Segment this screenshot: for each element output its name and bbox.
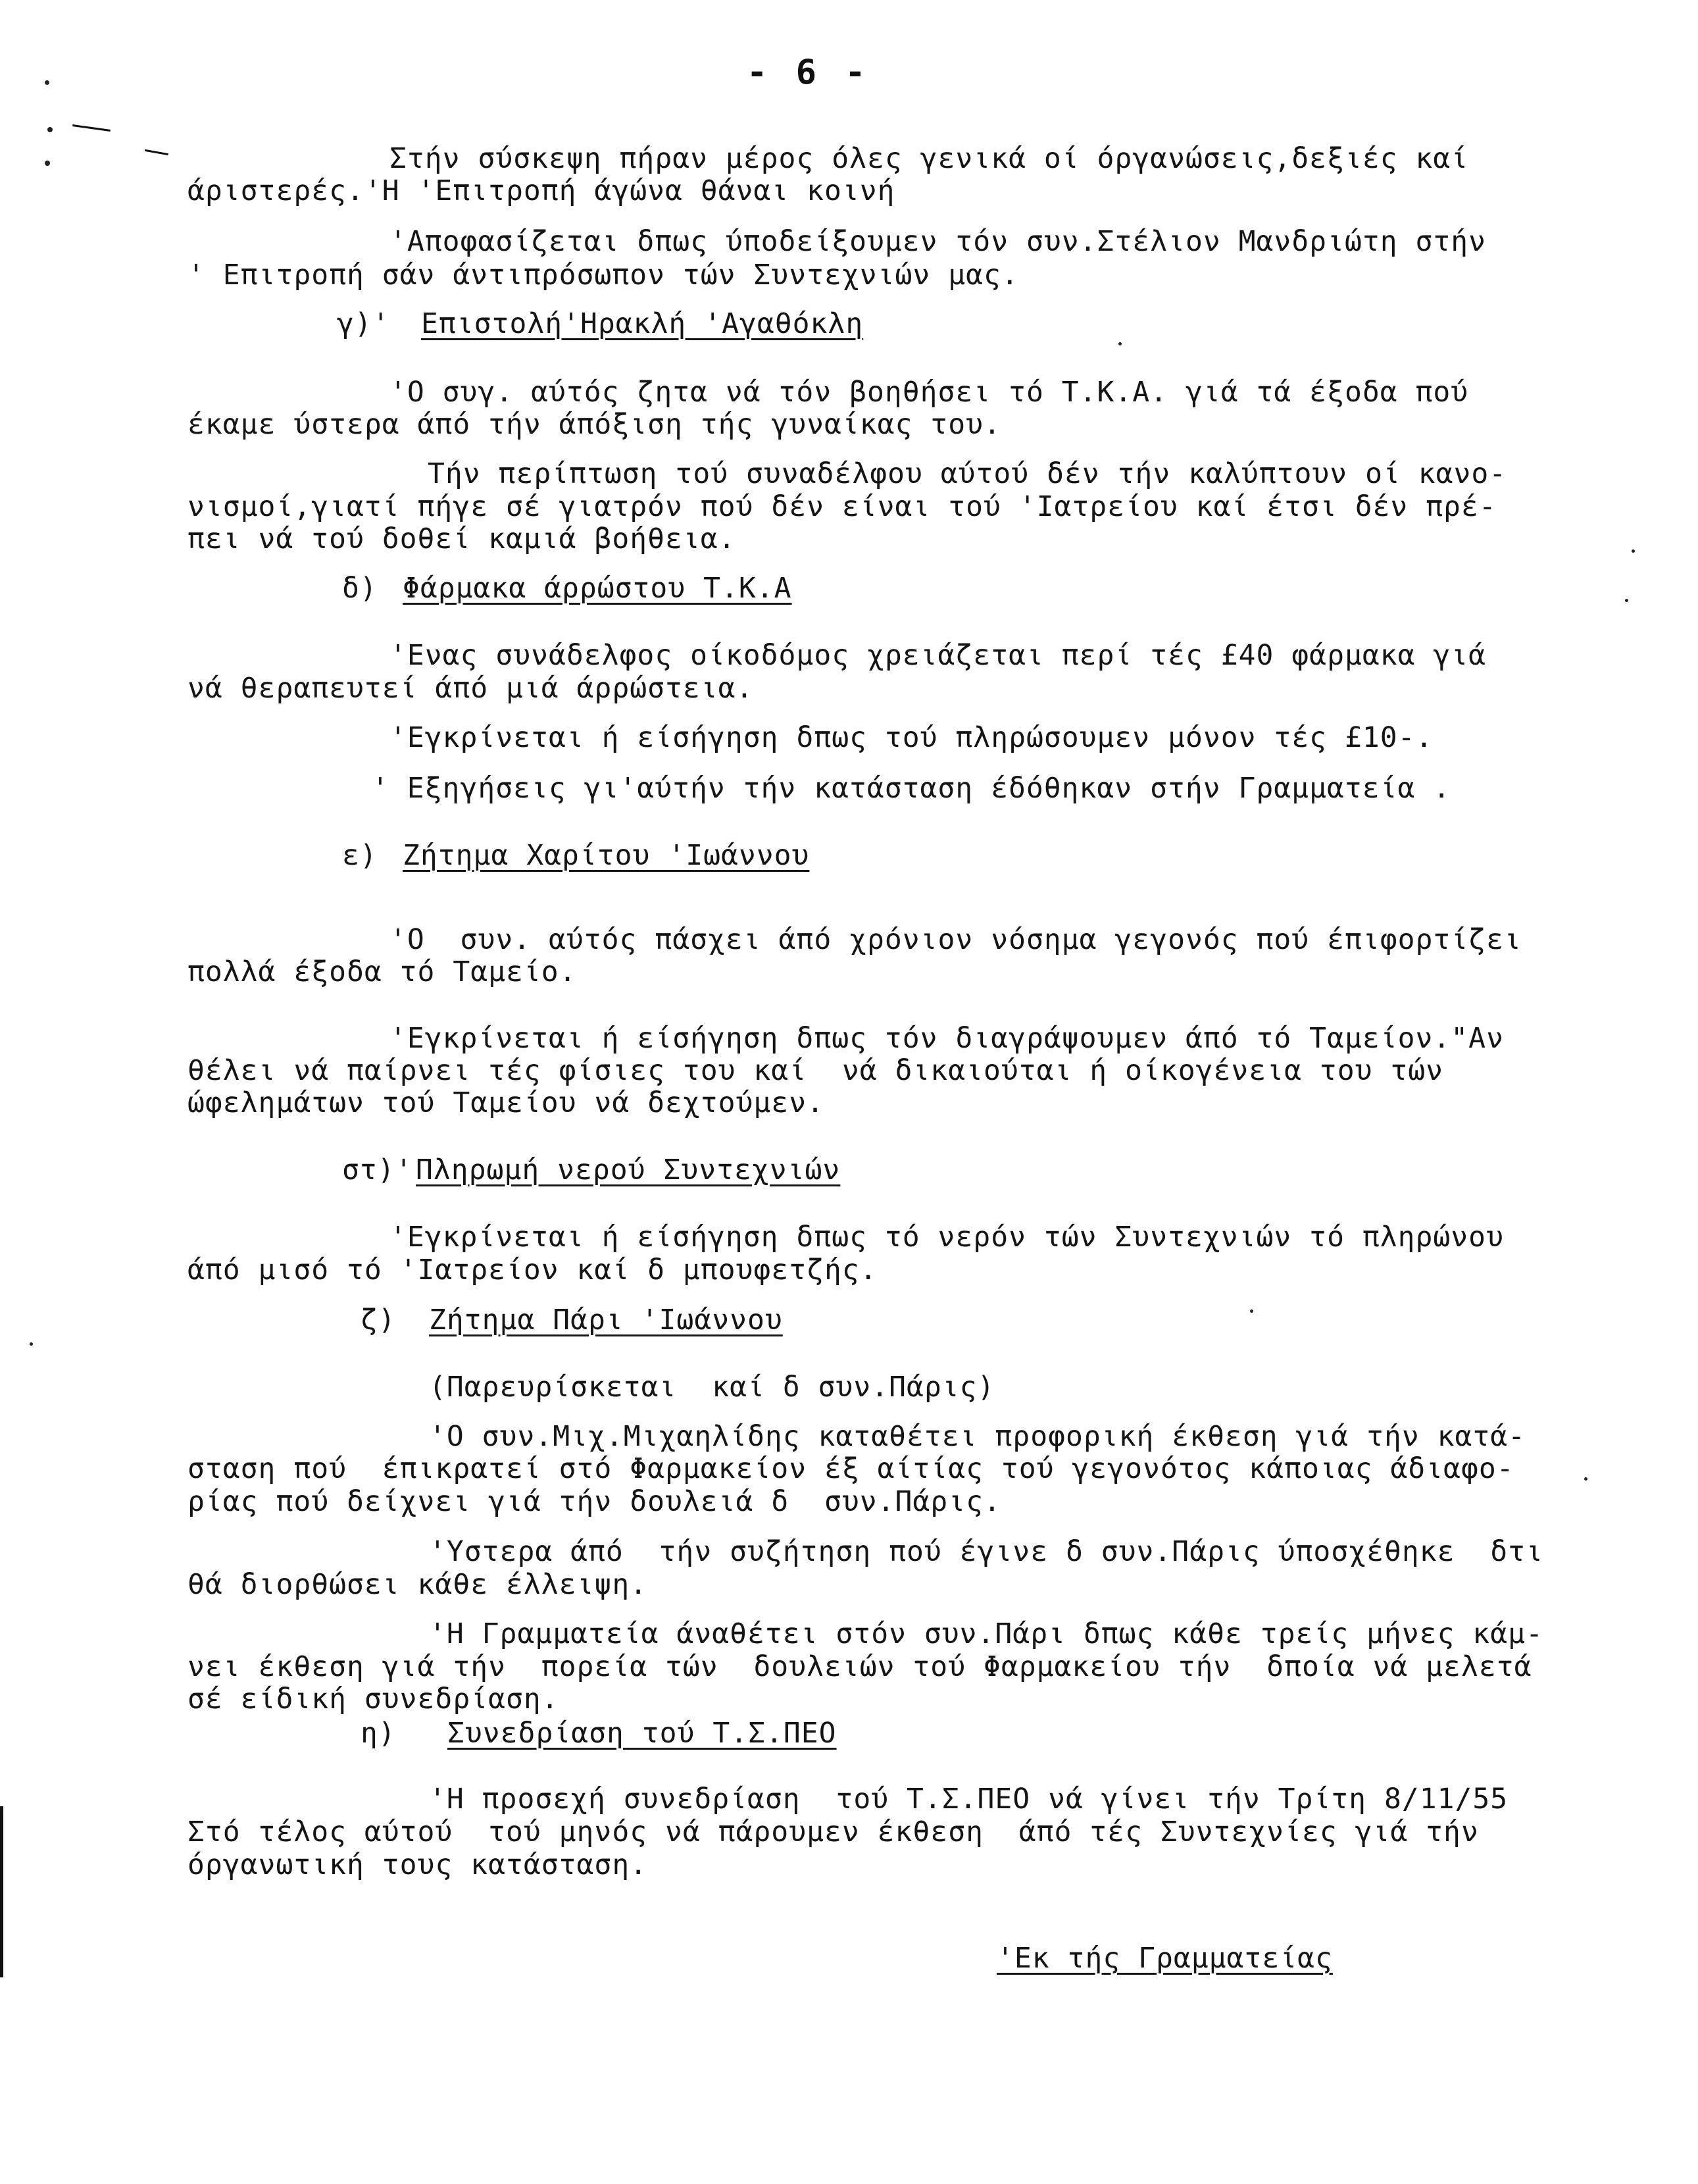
section-marker: δ) [342, 572, 378, 605]
section-heading: Ζήτημα Πάρι 'Ιωάννου [429, 1304, 783, 1336]
scan-speck [1250, 1309, 1253, 1313]
section-marker: ζ) [361, 1304, 396, 1336]
scan-speck [45, 80, 49, 85]
text-line: Στό τέλος αύτού τού μηνός νά πάρουμεν έκθεση άπό τές Συντεχνίες γιά τήν [187, 1816, 1479, 1848]
text-line: Τήν περίπτωση τού συναδέλφου αύτού δέν τήν καλύπτουν οί κανο- [428, 457, 1507, 490]
text-line: άριστερές.'Η 'Επιτροπή άγώνα θάναι κοινή [187, 174, 895, 207]
scan-stroke [145, 149, 168, 155]
section-heading: Φάρμακα άρρώστου Τ.Κ.Α [403, 572, 792, 605]
text-line: 'Ο συν.Μιχ.Μιχαηλίδης καταθέτει προφορική έκθεση γιά τήν κατά- [429, 1420, 1526, 1453]
text-line: σταση πού έπικρατεί στό Φαρμακείον έξ αίτίας τού γεγονότος κάποιας άδιαφο- [187, 1452, 1514, 1485]
text-line: 'Ο συγ. αύτός ζητα νά τόν βοηθήσει τό Τ.Κ.Α. γιά τά έξοδα πού [389, 376, 1469, 409]
scan-speck [1625, 599, 1628, 602]
text-line: (Παρευρίσκεται καί δ συν.Πάρις) [429, 1371, 995, 1404]
scan-speck [30, 1342, 33, 1346]
page-number: - 6 - [747, 53, 870, 92]
section-heading: Συνεδρίαση τού Τ.Σ.ΠΕΟ [447, 1717, 837, 1750]
text-line: 'Η Γραμματεία άναθέτει στόν συν.Πάρι δπως κάθε τρείς μήνες κάμ- [429, 1617, 1543, 1650]
scan-speck [45, 161, 50, 166]
section-marker: γ)' [337, 307, 390, 340]
text-line: σέ είδική συνεδρίαση. [187, 1683, 559, 1715]
text-line: 'Ενας συνάδελφος οίκοδόμος χρειάζεται περί τές £40 φάρμακα γιά [389, 639, 1487, 672]
text-line: 'Η προσεχή συνεδρίαση τού Τ.Σ.ΠΕΟ νά γίνει τήν Τρίτη 8/11/55 [429, 1783, 1509, 1816]
text-line: ρίας πού δείχνει γιά τήν δουλειά δ συν.Πάρις. [187, 1485, 1001, 1518]
text-line: όργανωτική τους κατάσταση. [187, 1848, 648, 1881]
section-heading: Επιστολή'Ηρακλή 'Αγαθόκλη [421, 307, 864, 340]
text-line: έκαμε ύστερα άπό τήν άπόξιση τής γυναίκας του. [187, 408, 1001, 441]
scan-speck [1632, 549, 1635, 553]
text-line: ώφελημάτων τού Ταμείου νά δεχτούμεν. [187, 1086, 824, 1119]
scan-stroke [72, 124, 111, 132]
text-line: πει νά τού δοθεί καμιά βοήθεια. [187, 522, 736, 555]
text-line: 'Εγκρίνεται ή είσήγηση δπως τόν διαγράψουμεν άπό τό Ταμείον."Αν [389, 1022, 1504, 1055]
section-marker: ε) [342, 839, 378, 872]
scan-speck [1118, 342, 1122, 345]
section-marker: στ)' [342, 1154, 413, 1186]
section-marker: η) [361, 1717, 396, 1750]
text-line: 'Εγκρίνεται ή είσήγηση δπως τό νερόν τών Συντεχνιών τό πληρώνου [389, 1221, 1504, 1254]
text-line: πολλά έξοδα τό Ταμείο. [187, 955, 577, 988]
text-line: 'Ο συν. αύτός πάσχει άπό χρόνιον νόσημα γεγονός πού έπιφορτίζει [389, 923, 1522, 956]
text-line: 'Υστερα άπό τήν συζήτηση πού έγινε δ συν.Πάρις ύποσχέθηκε δτι [429, 1535, 1543, 1568]
text-line: θέλει νά παίρνει τές φίσιες του καί νά δικαιούται ή οίκογένεια του τών [187, 1054, 1444, 1087]
text-line: νει έκθεση γιά τήν πορεία τών δουλειών τού Φαρμακείου τήν δποία νά μελετά [187, 1650, 1532, 1683]
scan-edge-line [0, 1806, 3, 1977]
text-line: άπό μισό τό 'Ιατρείον καί δ μπουφετζής. [187, 1254, 878, 1286]
text-line: θά διορθώσει κάθε έλλειψη. [187, 1568, 648, 1601]
text-line: ' Επιτροπή σάν άντιπρόσωπον τών Συντεχνιών μας. [187, 259, 1019, 292]
text-line: νά θεραπευτεί άπό μιά άρρώστεια. [187, 672, 754, 705]
signature: 'Εκ τής Γραμματείας [997, 1942, 1333, 1975]
text-line: ' Εξηγήσεις γι'αύτήν τήν κατάσταση έδόθηκαν στήν Γραμματεία . [372, 772, 1451, 805]
text-line: 'Εγκρίνεται ή είσήγηση δπως τού πληρώσουμεν μόνον τές £10-. [389, 721, 1434, 754]
scan-speck [1584, 1477, 1587, 1481]
section-heading: Ζήτημα Χαρίτου 'Ιωάννου [403, 839, 810, 872]
text-line: Στήν σύσκεψη πήραν μέρος όλες γενικά οί όργανώσεις,δεξιές καί [389, 142, 1469, 175]
scan-speck [47, 127, 53, 132]
text-line: νισμοί,γιατί πήγε σέ γιατρόν πού δέν είναι τού 'Ιατρείου καί έτσι δέν πρέ- [187, 490, 1497, 523]
text-line: 'Αποφασίζεται δπως ύποδείξουμεν τόν συν.Στέλιον Μανδριώτη στήν [389, 225, 1487, 258]
section-heading: Πληρωμή νερού Συντεχνιών [416, 1154, 841, 1186]
